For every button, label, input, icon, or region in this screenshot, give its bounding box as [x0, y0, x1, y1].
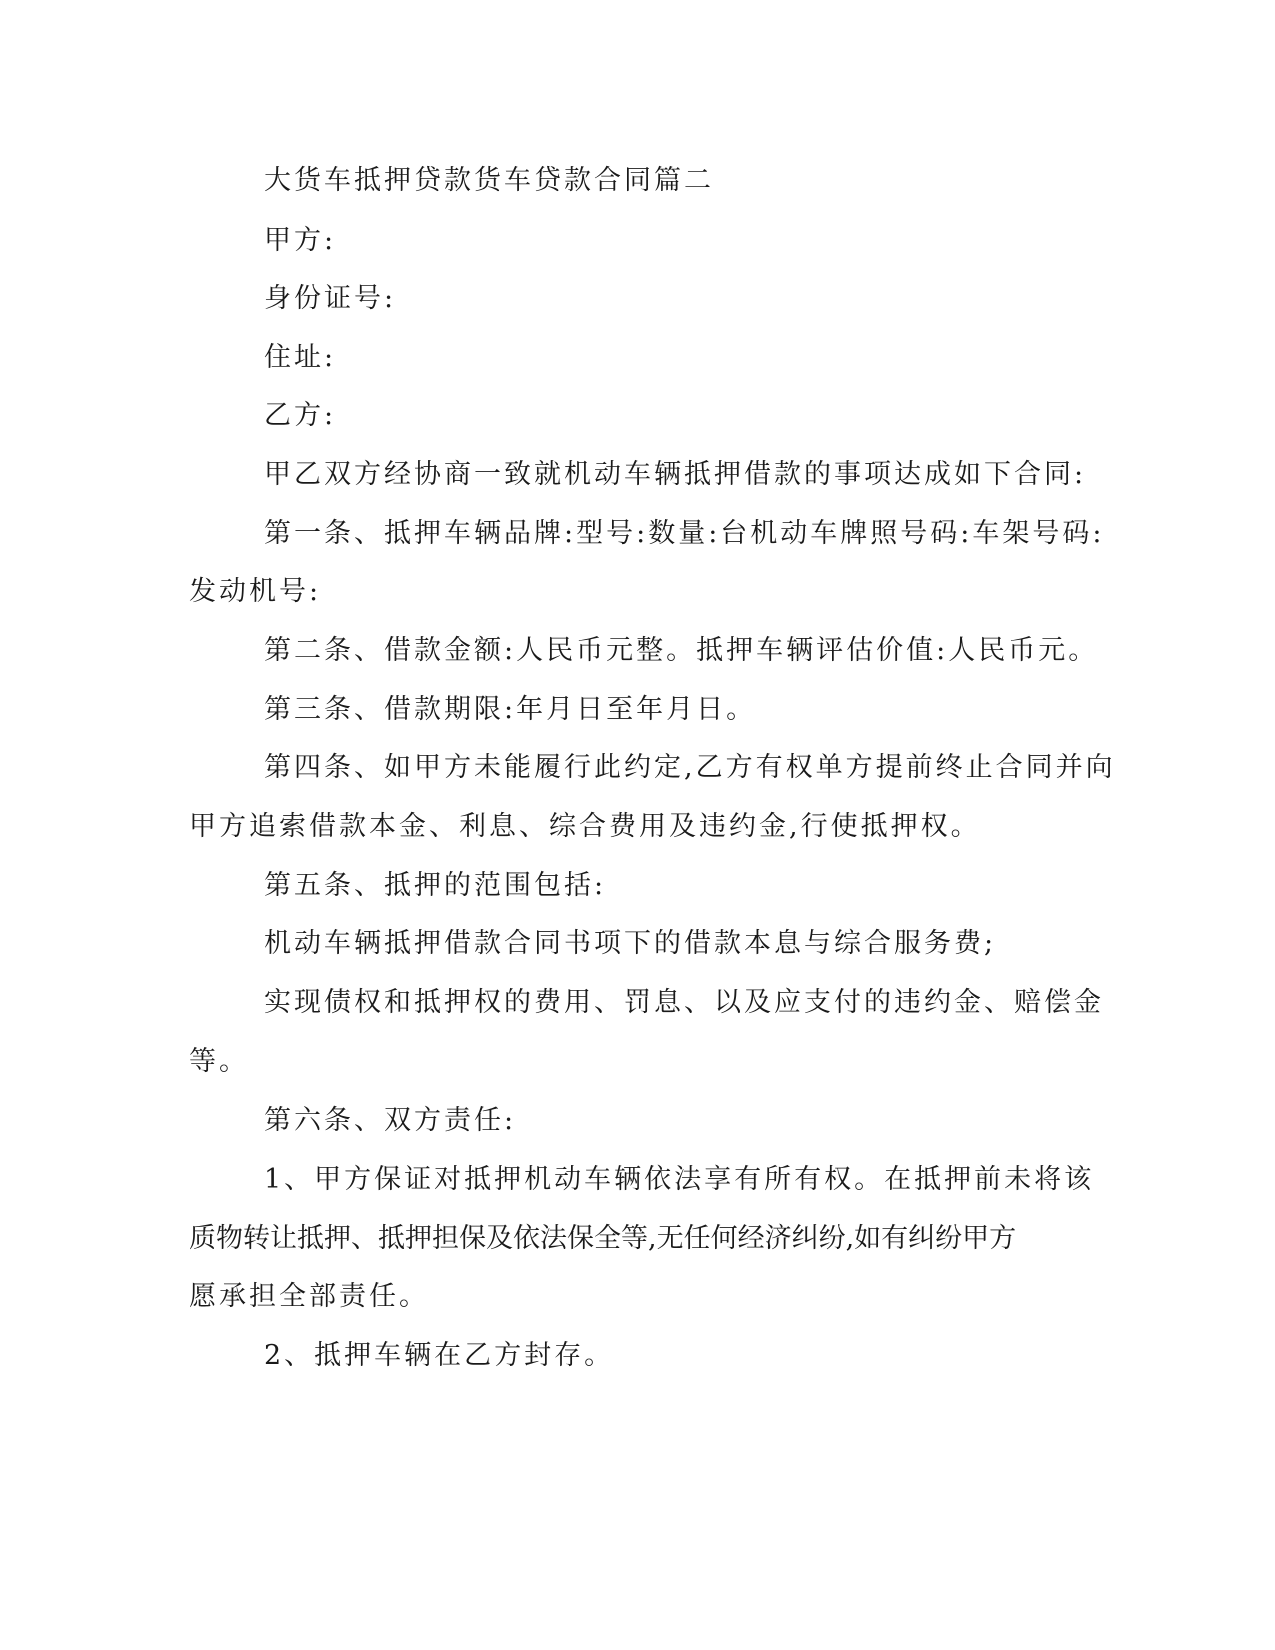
- article-6: 第六条、双方责任:: [264, 1105, 517, 1136]
- address-label: 住址:: [264, 342, 337, 373]
- party-a-label: 甲方:: [264, 225, 337, 256]
- article-6-item-1-end: 愿承担全部责任。: [189, 1281, 429, 1312]
- contract-intro: 甲乙双方经协商一致就机动车辆抵押借款的事项达成如下合同:: [264, 459, 1087, 490]
- article-6-item-1-continued: 质物转让抵押、抵押担保及依法保全等,无任何经济纠纷,如有纠纷甲方: [189, 1223, 1017, 1254]
- article-5-scope-2-continued: 等。: [189, 1046, 249, 1077]
- article-5-scope-1: 机动车辆抵押借款合同书项下的借款本息与综合服务费;: [264, 928, 997, 959]
- article-3: 第三条、借款期限:年月日至年月日。: [264, 694, 757, 725]
- article-5: 第五条、抵押的范围包括:: [264, 870, 607, 901]
- article-2: 第二条、借款金额:人民币元整。抵押车辆评估价值:人民币元。: [264, 635, 1099, 666]
- article-1-continued: 发动机号:: [189, 576, 322, 607]
- article-4: 第四条、如甲方未能履行此约定,乙方有权单方提前终止合同并向: [264, 752, 1116, 783]
- article-6-item-2: 2、抵押车辆在乙方封存。: [264, 1340, 615, 1371]
- id-number-label: 身份证号:: [264, 283, 397, 314]
- document-title: 大货车抵押贷款货车贷款合同篇二: [264, 165, 714, 196]
- article-5-scope-2: 实现债权和抵押权的费用、罚息、以及应支付的违约金、赔偿金: [264, 987, 1104, 1018]
- party-b-label: 乙方:: [264, 400, 337, 431]
- article-1: 第一条、抵押车辆品牌:型号:数量:台机动车牌照号码:车架号码:: [264, 518, 1105, 549]
- article-4-continued: 甲方追索借款本金、利息、综合费用及违约金,行使抵押权。: [189, 811, 981, 842]
- article-6-item-1: 1、甲方保证对抵押机动车辆依法享有所有权。在抵押前未将该: [264, 1164, 1095, 1195]
